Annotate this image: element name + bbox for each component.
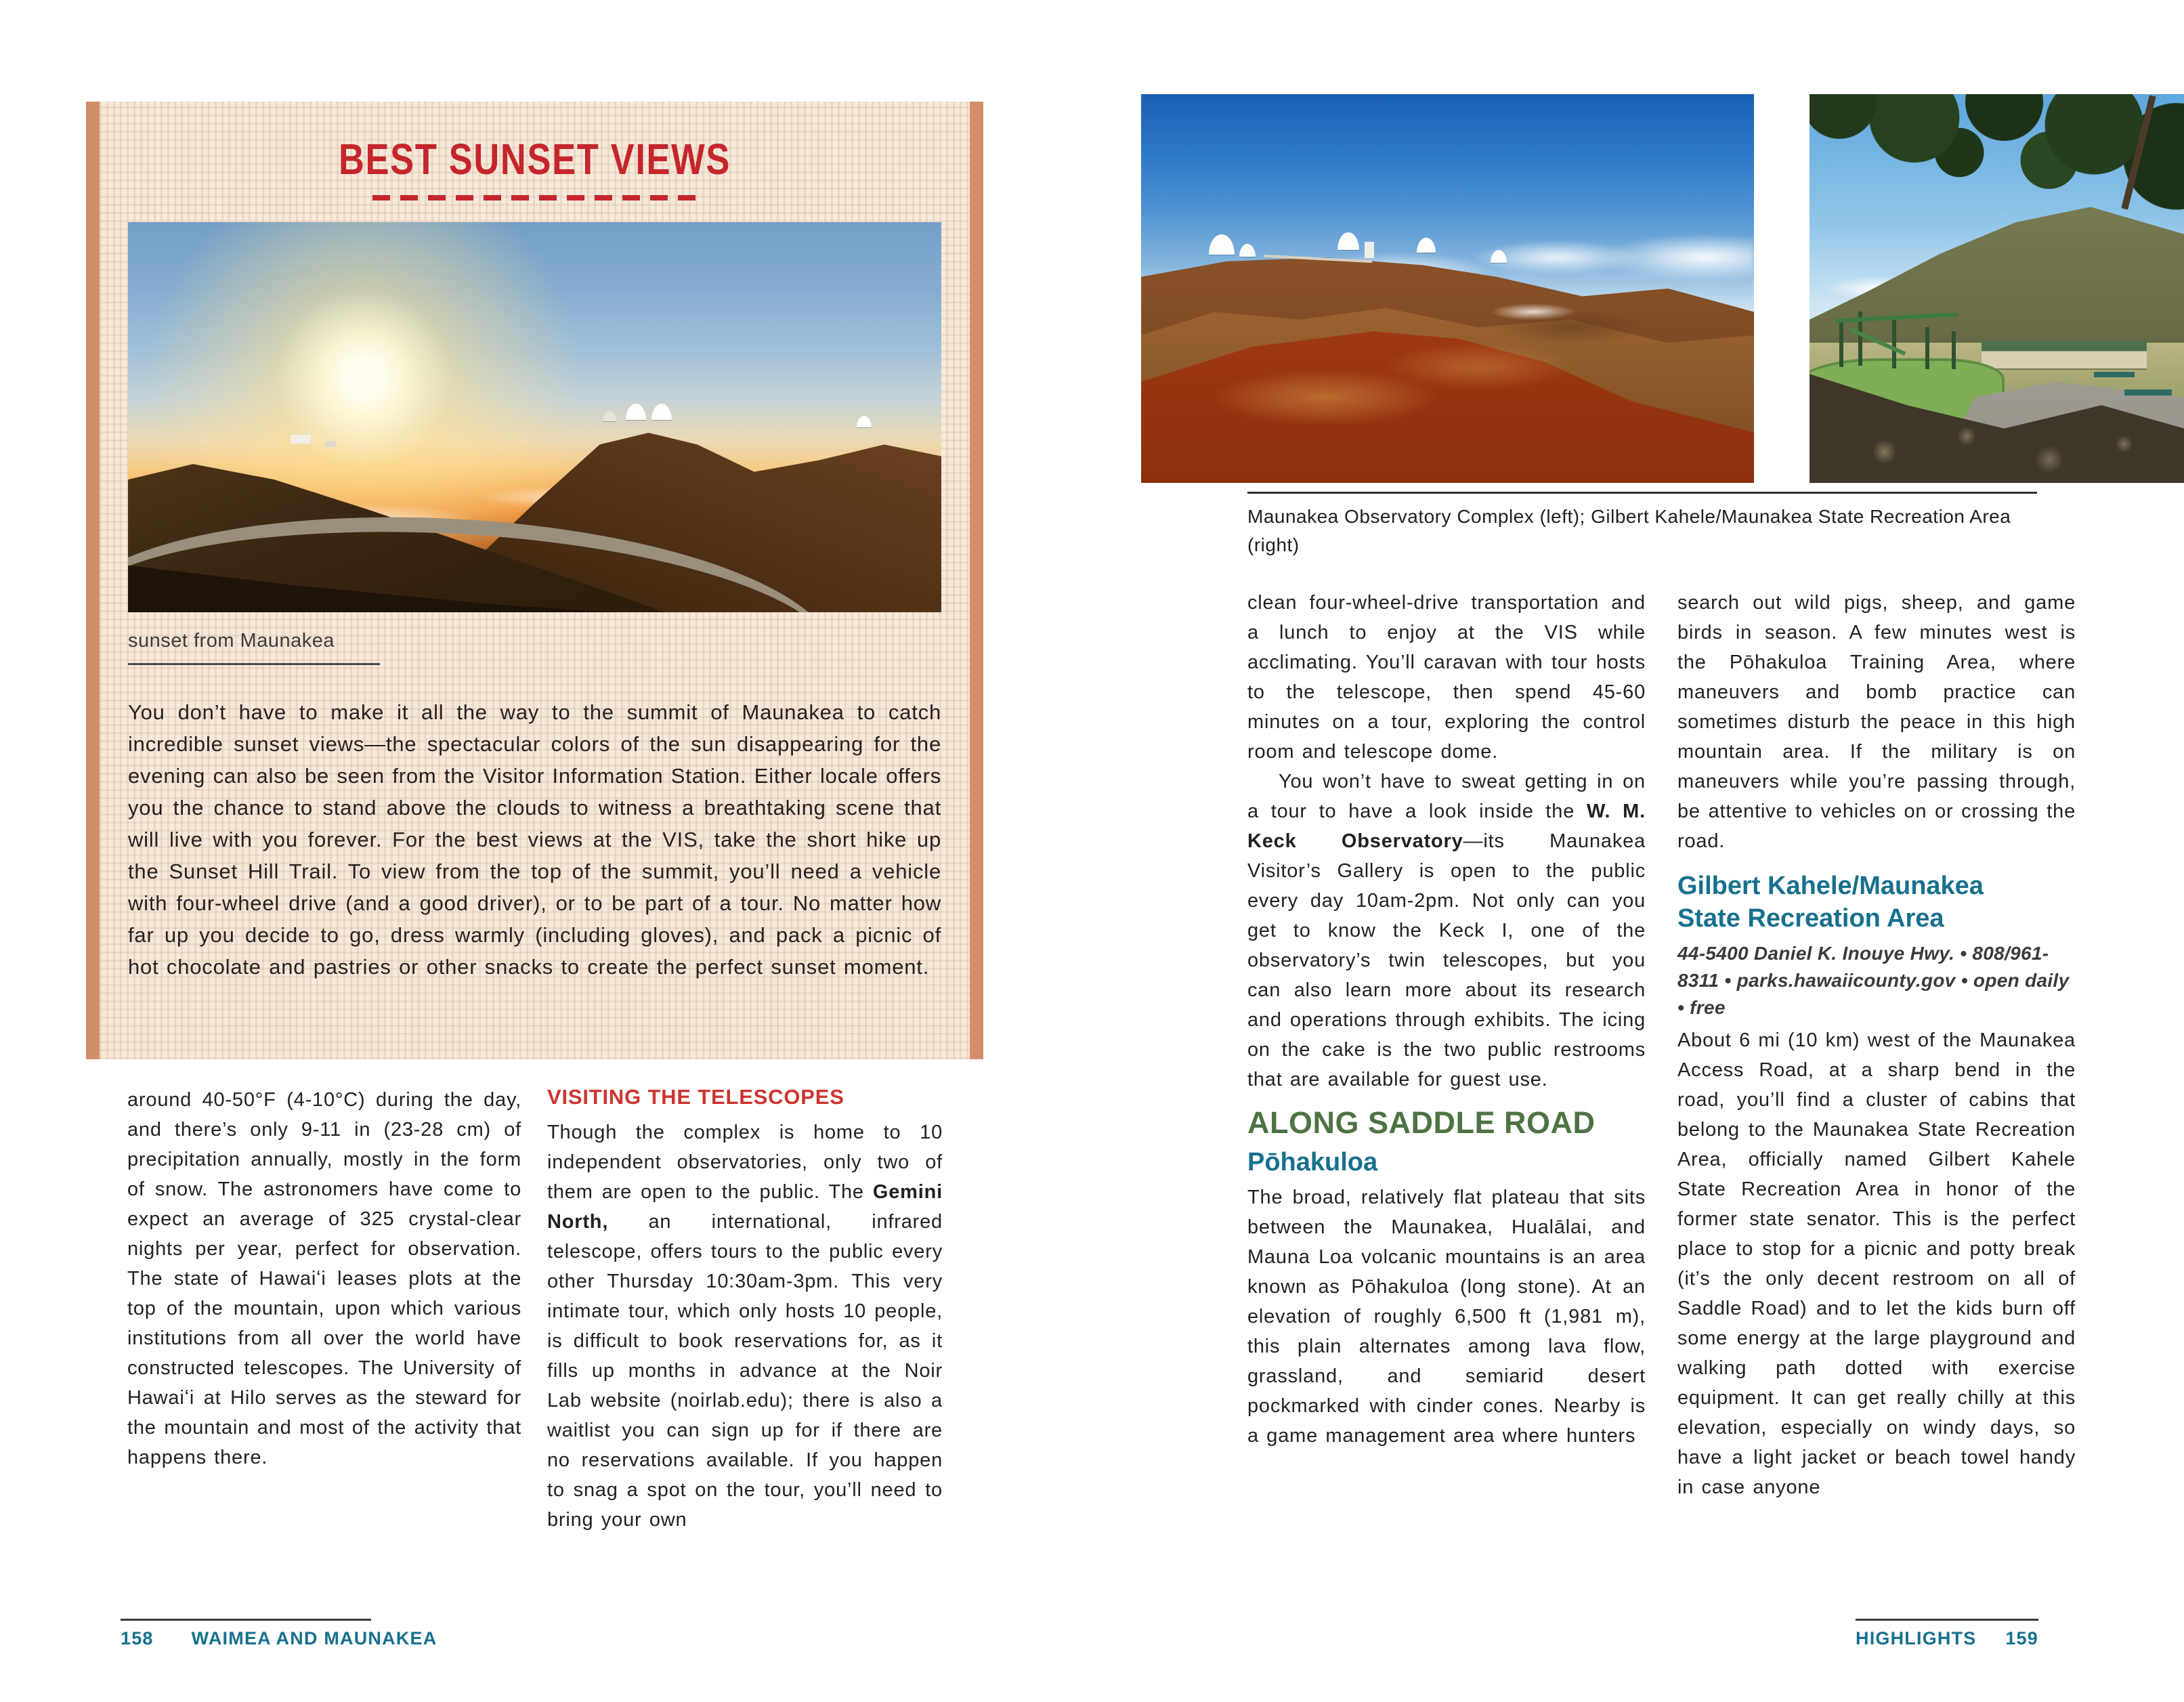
caption-rule [128,663,380,665]
heading-line: Gilbert Kahele/Maunakea [1677,872,1984,900]
recreation-area-photo [1810,94,2184,483]
photo-caption: sunset from Maunakea [128,630,335,652]
tree-canopy [1810,94,2184,483]
summit-building [291,435,311,444]
paragraph-segment: Though the complex is home to 10 independent observatories, only two of them are open to the public. The [547,1122,943,1203]
footer-right [1856,1628,2038,1649]
paragraph-pohakuloa: The broad, relatively flat plateau that sits between the Maunakea, Hualālai, and Mauna Loa volcanic mountains is an area known as Pōhakuloa (long stone). At an elevation of roughly 6,500 ft (1,981 m), this plain alternates among lava flow, grassland, and semiarid desert pockmarked with cinder cones. Nearby is a game management area where hunters [1247,1187,1646,1447]
paragraph-climate: around 40-50°F (4-10°C) during the day, and there’s only 9-11 in (23-28 cm) of precipitation annually, mostly in the form of snow. The astronomers have come to expect an average of 325 crystal-clear nights per year, perfect for observation. The state of Hawaiʻi leases plots at the top of the mountain, upon which various institutions from all over the world have constructed telescopes. The University of Hawaiʻi at Hilo serves as the steward for the mountain and most of the activity that happens there. [127,1089,521,1468]
gilbert-kahele-heading [1677,870,2076,935]
left-page-column-2 [547,1085,943,1535]
footer-rule-right [1856,1619,2038,1621]
right-page-column-1 [1247,588,1646,1451]
callout-title: BEST SUNSET VIEWS [339,135,731,184]
section-title: HIGHLIGHTS [1856,1628,1977,1648]
heading-line: State Recreation Area [1677,904,1944,933]
caption-line: (right) [1247,534,1300,555]
paragraph-telescopes [547,1118,943,1535]
page-number: 159 [2005,1628,2038,1648]
paragraph-segment: You won’t have to sweat getting in on a tour to have a look inside the [1247,771,1646,822]
paragraph-tour: clean four-wheel-drive transportation and a lunch to enjoy at the VIS while acclimating. You’ll caravan with tour hosts to the telescope, then spend 45-60 minutes on a tour, exploring the control room and telescope dome. [1247,592,1646,763]
dashed-divider [372,195,698,200]
caption-line: Maunakea Observatory Complex (left); Gilbert Kahele/Maunakea State Recreation Area [1247,506,2011,527]
caption-rule [1247,492,2037,494]
visiting-telescopes-heading: VISITING THE TELESCOPES [547,1085,844,1109]
gemini-north-bold: Gemini North, [547,1181,943,1233]
paragraph-recreation-area: About 6 mi (10 km) west of the Maunakea Access Road, at a sharp bend in the road, you’ll find a cluster of cabins that belong to the Maunakea State Recreation Area, officially named Gilbert Kahele State Recreation Area in honor of the former state senator. This is the perfect place to stop for a picnic and potty break (it’s the only decent restroom on all of Saddle Road) and to let the kids burn off some energy at the large playground and walking path dotted with exercise equipment. It can get really chilly at this elevation, especially on windy days, so have a light jacket or beach towel handy in case anyone [1677,1029,2076,1498]
left-page-column-1 [127,1085,521,1472]
summit-building [325,441,336,447]
along-saddle-road-heading: ALONG SADDLE ROAD [1247,1105,1596,1140]
best-sunset-views-callout [86,102,983,1059]
chapter-title: WAIMEA AND MAUNAKEA [191,1628,437,1648]
observatory-complex-photo [1141,94,1754,483]
right-page-column-2 [1677,588,2076,1502]
footer-rule-left [121,1619,371,1621]
footer-left [121,1628,437,1649]
paragraph-keck [1247,767,1646,1094]
paragraph-training-area: search out wild pigs, sheep, and game birds in season. A few minutes west is the Pōhakuloa Training Area, where maneuvers and bomb practice can sometimes disturb the peace in this high mountain area. If the military is on maneuvers while you’re passing through, be attentive to vehicles on or crossing the road. [1677,592,2076,852]
photo-caption [1247,503,2047,559]
page-number: 158 [121,1628,154,1648]
keck-observatory-bold: W. M. Keck Observatory [1247,801,1646,852]
callout-body-paragraph: You don’t have to make it all the way to the summit of Maunakea to catch incredible sunset views—the spectacular colors of the sun disappearing for the evening can also be seen from the Visitor Information Station. Either locale offers you the chance to stand above the clouds to witness a breathtaking scene that will live with you forever. For the best views at the VIS, take the short hike up the Sunset Hill Trail. To view from the top of the summit, you’ll need a vehicle with four-wheel drive (and a good driver), or to be part of a tour. No matter how far up you decide to go, dress warmly (including gloves), and pack a picnic of hot chocolate and pastries or other snacks to create the perfect sunset moment. [128,700,941,979]
sunset-photo [128,222,941,612]
paragraph-segment: an international, infrared telescope, offers tours to the public every other Thursday 10:30am-3pm. This very intimate tour, which only hosts 10 people, is difficult to book reservations for, as it fills up months in advance at the Noir Lab website (noirlab.edu); there is also a waitlist you can sign up for if there are no reservations available. If you happen to snag a spot on the tour, you’ll need to bring your own [547,1211,943,1531]
paragraph-segment: —its Maunakea Visitor’s Gallery is open to the public every day 10am-2pm. Not only can you get to know the Keck I, one of the observatory’s twin telescopes, but you can also learn more about its research and operations through exhibits. The icing on the cake is the two public restrooms that are available for guest use. [1247,830,1646,1090]
pohakuloa-heading: Pōhakuloa [1247,1148,1378,1176]
cinder-streaks [1141,94,1754,483]
contact-info: 44-5400 Daniel K. Inouye Hwy. • 808/961-8311 • parks.hawaiicounty.gov • open daily • free [1677,943,2070,1018]
